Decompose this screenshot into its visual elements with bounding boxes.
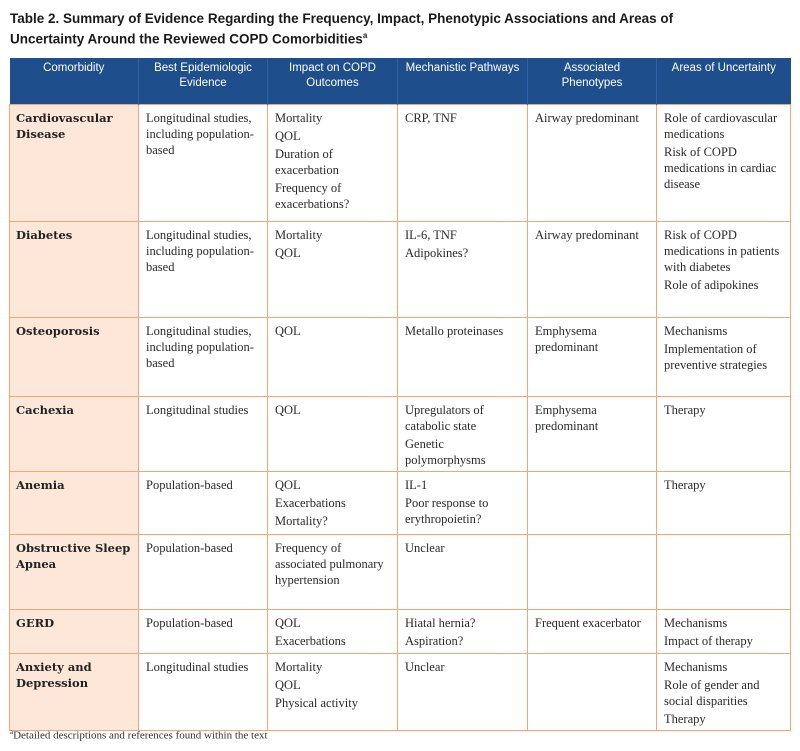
cell-item: Adipokines?: [405, 246, 469, 260]
footnote-marker: a: [10, 728, 14, 736]
cell-item: Mortality?: [275, 514, 328, 528]
cell-item: IL-1: [405, 478, 428, 492]
uncertainty-cell: [657, 610, 791, 654]
cell-item: Longitudinal studies, including population-based: [146, 324, 254, 370]
evidence-cell: [139, 397, 268, 472]
evidence-cell: [139, 222, 268, 318]
cell-item: QOL: [275, 324, 301, 338]
cell-item: QOL: [275, 478, 301, 492]
cell-item: Longitudinal studies, including population-based: [146, 111, 254, 157]
header-comorbidity: Comorbidity: [43, 62, 105, 74]
impact-cell: [268, 397, 398, 472]
uncertainty-cell: [657, 472, 791, 535]
impact-cell: [268, 654, 398, 731]
cell-item: Airway predominant: [535, 111, 639, 125]
cell-item: QOL: [275, 129, 301, 143]
cell-item: QOL: [275, 403, 301, 417]
table-row: [10, 610, 791, 654]
header-epidemiologic-evidence: Best Epidemiologic Evidence: [139, 58, 268, 105]
cell-item: QOL: [275, 678, 301, 692]
cell-item: Poor response to erythropoietin?: [405, 496, 489, 526]
cell-item: Unclear: [405, 660, 445, 674]
cell-item: Population-based: [146, 478, 233, 492]
cell-item: Emphysema predominant: [535, 403, 599, 433]
table-title: [10, 10, 790, 48]
title-footnote-marker: a: [362, 31, 368, 40]
phenotypes-cell: [528, 222, 657, 318]
header-mechanistic-pathways: Mechanistic Pathways: [398, 58, 528, 105]
cell-item: Mortality: [275, 111, 323, 125]
pathways-cell: [398, 222, 528, 318]
cell-item: IL-6, TNF: [405, 228, 457, 242]
cell-item: Aspiration?: [405, 634, 464, 648]
cell-item: Mechanisms: [664, 616, 728, 630]
footnote-text: Detailed descriptions and references found within the text: [13, 729, 268, 742]
cell-item: Longitudinal studies: [146, 660, 249, 674]
uncertainty-cell: [657, 318, 791, 397]
cell-item: Frequency of exacerbations?: [275, 181, 350, 211]
cell-item: Population-based: [146, 616, 233, 630]
cell-item: Therapy: [664, 403, 706, 417]
pathways-cell: [398, 610, 528, 654]
cell-item: Mechanisms: [664, 660, 728, 674]
cell-item: Mortality: [275, 660, 323, 674]
uncertainty-cell: [657, 397, 791, 472]
phenotypes-cell: [528, 654, 657, 731]
table-row: [10, 397, 791, 472]
phenotypes-cell: [528, 318, 657, 397]
cell-item: Therapy: [664, 712, 706, 726]
comorbidities-table: [9, 58, 791, 731]
evidence-cell: [139, 318, 268, 397]
evidence-cell: [139, 610, 268, 654]
cell-item: Metallo proteinases: [405, 324, 504, 338]
cell-item: QOL: [275, 246, 301, 260]
phenotypes-cell: [528, 397, 657, 472]
comorbidity-cell: GERD: [10, 610, 139, 654]
cell-item: Exacerbations: [275, 496, 346, 510]
cell-item: Therapy: [664, 478, 706, 492]
cell-item: Risk of COPD medications in patients with diabetes: [664, 228, 780, 274]
evidence-cell: [139, 472, 268, 535]
pathways-cell: [398, 397, 528, 472]
comorbidity-cell: Anemia: [10, 472, 139, 535]
table-header-row: [10, 58, 791, 105]
table-row: [10, 654, 791, 731]
cell-item: Hiatal hernia?: [405, 616, 476, 630]
phenotypes-cell: [528, 472, 657, 535]
cell-item: Role of adipokines: [664, 278, 759, 292]
pathways-cell: [398, 318, 528, 397]
evidence-cell: [139, 535, 268, 610]
cell-item: Genetic polymorphysms: [405, 437, 486, 467]
evidence-cell: [139, 105, 268, 222]
uncertainty-cell: [657, 535, 791, 610]
table-row: [10, 535, 791, 610]
uncertainty-cell: [657, 654, 791, 731]
impact-cell: [268, 472, 398, 535]
footnote: [10, 728, 268, 742]
cell-item: Mortality: [275, 228, 323, 242]
phenotypes-cell: [528, 105, 657, 222]
impact-cell: [268, 535, 398, 610]
comorbidity-cell: Osteoporosis: [10, 318, 139, 397]
cell-item: Mechanisms: [664, 324, 728, 338]
cell-item: Unclear: [405, 541, 445, 555]
comorbidity-cell: Diabetes: [10, 222, 139, 318]
cell-item: CRP, TNF: [405, 111, 457, 125]
evidence-cell: [139, 654, 268, 731]
header-uncertainty: Areas of Uncertainty: [657, 58, 791, 105]
cell-item: Upregulators of catabolic state: [405, 403, 484, 433]
impact-cell: [268, 610, 398, 654]
table-row: [10, 472, 791, 535]
cell-item: Frequent exacerbator: [535, 616, 641, 630]
pathways-cell: [398, 654, 528, 731]
comorbidity-cell: Cardiovascular Disease: [10, 105, 139, 222]
cell-item: Role of cardiovascular medications: [664, 111, 778, 141]
table-row: [10, 105, 791, 222]
cell-item: Risk of COPD medications in cardiac disease: [664, 145, 777, 191]
pathways-cell: [398, 472, 528, 535]
cell-item: Role of gender and social disparities: [664, 678, 760, 708]
comorbidity-cell: Anxiety and Depression: [10, 654, 139, 731]
header-impact: Impact on COPD Outcomes: [268, 58, 398, 105]
cell-item: Impact of therapy: [664, 634, 753, 648]
cell-item: Longitudinal studies, including population-based: [146, 228, 254, 274]
cell-item: Frequency of associated pulmonary hypertension: [275, 541, 384, 587]
cell-item: Population-based: [146, 541, 233, 555]
table-row: [10, 318, 791, 397]
pathways-cell: [398, 535, 528, 610]
cell-item: Physical activity: [275, 696, 358, 710]
impact-cell: [268, 222, 398, 318]
impact-cell: [268, 318, 398, 397]
cell-item: Longitudinal studies: [146, 403, 249, 417]
table-body: [10, 105, 791, 731]
header-phenotypes: Associated Phenotypes: [528, 58, 657, 105]
table-title-line1: Table 2. Summary of Evidence Regarding the Frequency, Impact, Phenotypic Associations and Areas of: [10, 11, 674, 26]
uncertainty-cell: [657, 222, 791, 318]
phenotypes-cell: [528, 535, 657, 610]
pathways-cell: [398, 105, 528, 222]
cell-item: Exacerbations: [275, 634, 346, 648]
table-row: [10, 222, 791, 318]
uncertainty-cell: [657, 105, 791, 222]
cell-item: Implementation of preventive strategies: [664, 342, 768, 372]
comorbidity-cell: Cachexia: [10, 397, 139, 472]
cell-item: Duration of exacerbation: [275, 147, 339, 177]
comorbidity-cell: Obstructive Sleep Apnea: [10, 535, 139, 610]
cell-item: QOL: [275, 616, 301, 630]
cell-item: Emphysema predominant: [535, 324, 599, 354]
phenotypes-cell: [528, 610, 657, 654]
table-title-line2: Uncertainty Around the Reviewed COPD Comorbidities: [10, 31, 363, 47]
impact-cell: [268, 105, 398, 222]
cell-item: Airway predominant: [535, 228, 639, 242]
